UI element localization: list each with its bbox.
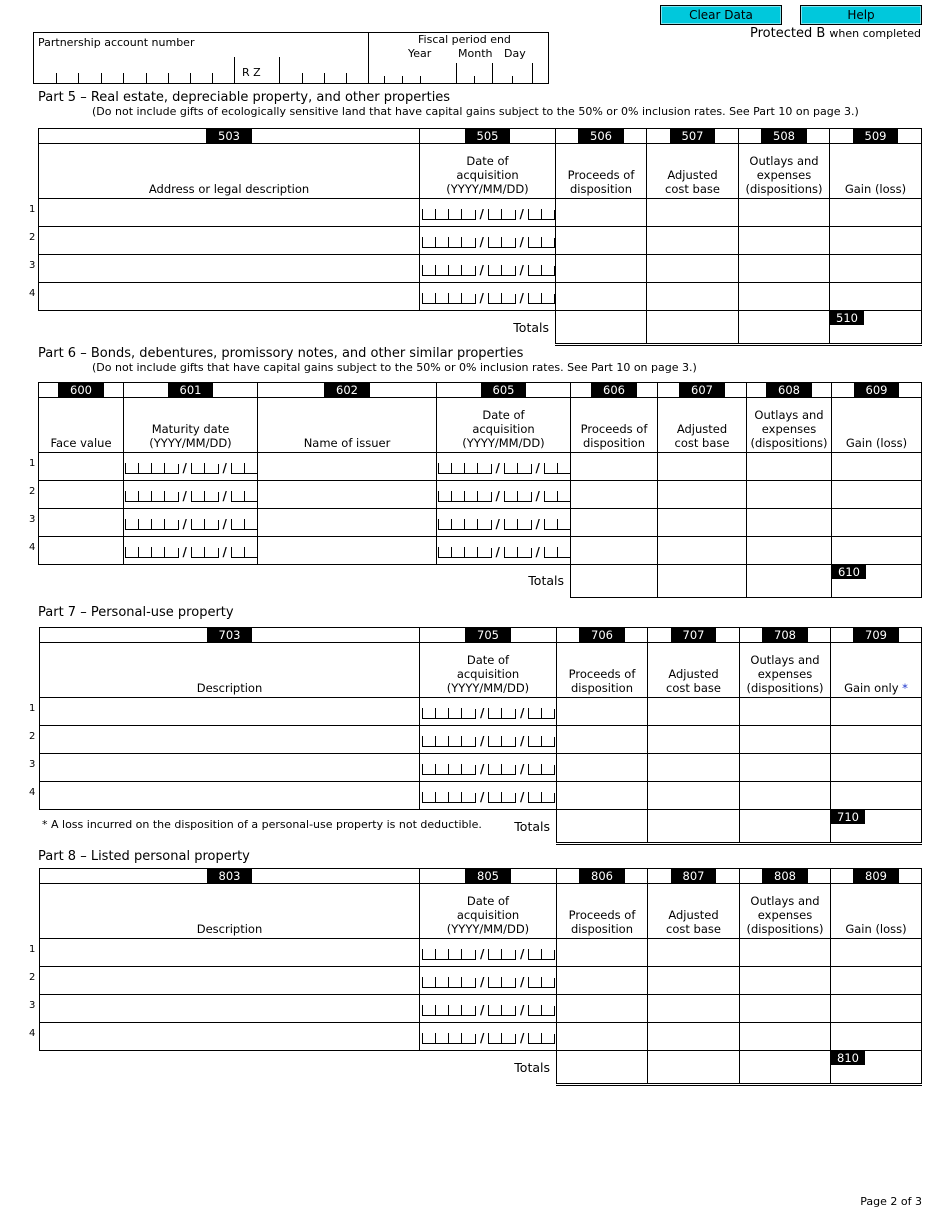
code-503: 503	[39, 129, 420, 144]
code-807: 807	[648, 869, 740, 884]
code-703: 703	[40, 628, 420, 643]
part8-table	[39, 868, 922, 1086]
col-description: Description	[40, 884, 420, 939]
col-date-acquisition: Date of acquisition (YYYY/MM/DD)	[437, 398, 571, 453]
col-date-acquisition: Date of acquisition (YYYY/MM/DD)	[420, 144, 556, 199]
total-proceeds[interactable]	[571, 565, 658, 598]
row-number: 3	[29, 260, 36, 271]
month-label: Month	[458, 47, 493, 60]
col-outlays: Outlays and expenses (dispositions)	[739, 144, 830, 199]
account-number-field[interactable]	[34, 53, 368, 83]
total-acb[interactable]	[648, 1051, 740, 1085]
part5-title: Part 5 – Real estate, depreciable property, and other properties	[38, 90, 451, 105]
row-number: 1	[29, 204, 36, 215]
table-row	[39, 453, 922, 481]
footnote-marker: *	[902, 681, 908, 695]
row-number: 3	[29, 514, 36, 525]
table-row	[39, 227, 922, 255]
table-row	[40, 754, 922, 782]
code-806: 806	[557, 869, 648, 884]
date-comb: / /	[422, 946, 554, 960]
fiscal-period-label: Fiscal period end	[418, 33, 511, 46]
date-comb: / /	[422, 974, 554, 988]
col-issuer: Name of issuer	[258, 398, 437, 453]
date-field[interactable]	[420, 255, 556, 283]
date-field[interactable]	[437, 453, 571, 481]
code-505: 505	[420, 129, 556, 144]
date-comb: / /	[125, 488, 257, 502]
part7-table	[39, 627, 922, 845]
code-600: 600	[39, 383, 124, 398]
date-field[interactable]	[437, 509, 571, 537]
date-field[interactable]	[437, 481, 571, 509]
totals-label: Totals	[513, 319, 549, 335]
date-comb: / /	[422, 761, 554, 775]
part7-title: Part 7 – Personal-use property	[38, 605, 234, 620]
row-number: 1	[29, 703, 36, 714]
clear-data-button[interactable]: Clear Data	[660, 5, 782, 25]
date-comb: / /	[438, 488, 570, 502]
date-field[interactable]	[420, 199, 556, 227]
protected-label: Protected B when completed	[750, 26, 921, 41]
total-proceeds[interactable]	[556, 311, 647, 345]
code-803: 803	[40, 869, 420, 884]
date-comb: / /	[422, 290, 554, 304]
table-row	[40, 1023, 922, 1051]
date-field[interactable]	[420, 967, 557, 995]
date-field[interactable]	[420, 283, 556, 311]
row-number: 4	[29, 787, 36, 798]
col-maturity: Maturity date (YYYY/MM/DD)	[124, 398, 258, 453]
date-field[interactable]	[420, 995, 557, 1023]
code-809: 809	[831, 869, 922, 884]
col-date-acquisition: Date of acquisition (YYYY/MM/DD)	[420, 884, 557, 939]
col-acb: Adjusted cost base	[648, 884, 740, 939]
code-609: 609	[832, 383, 922, 398]
table-row	[40, 939, 922, 967]
total-gain[interactable]: 610	[832, 565, 922, 598]
row-number: 3	[29, 1000, 36, 1011]
col-description: Description	[40, 643, 420, 698]
date-comb: / /	[422, 705, 554, 719]
part5-note: (Do not include gifts of ecologically sensitive land that have capital gains subject to the 50% or 0% inclusion rates. See Part 10 on page 3.)	[92, 105, 859, 118]
col-proceeds: Proceeds of disposition	[557, 884, 648, 939]
total-outlays[interactable]	[747, 565, 832, 598]
col-gain: Gain (loss)	[830, 144, 922, 199]
account-number-label: Partnership account number	[38, 36, 195, 49]
col-address: Address or legal description	[39, 144, 420, 199]
row-number: 4	[29, 1028, 36, 1039]
col-outlays: Outlays and expenses (dispositions)	[747, 398, 832, 453]
date-comb: / /	[422, 234, 554, 248]
col-proceeds: Proceeds of disposition	[571, 398, 658, 453]
total-gain[interactable]: 510	[830, 311, 922, 345]
col-face-value: Face value	[39, 398, 124, 453]
code-706: 706	[557, 628, 648, 643]
table-row	[40, 995, 922, 1023]
part8-title: Part 8 – Listed personal property	[38, 849, 250, 864]
total-proceeds[interactable]	[557, 1051, 648, 1085]
table-row	[40, 782, 922, 810]
table-row	[39, 199, 922, 227]
totals-label: Totals	[514, 818, 550, 834]
row-number: 2	[29, 972, 36, 983]
col-acb: Adjusted cost base	[648, 643, 740, 698]
col-date-acquisition: Date of acquisition (YYYY/MM/DD)	[420, 643, 557, 698]
part5-table	[38, 128, 922, 346]
date-field[interactable]	[420, 1023, 557, 1051]
date-comb: / /	[438, 544, 570, 558]
col-gain: Gain (loss)	[831, 884, 922, 939]
table-row	[40, 967, 922, 995]
code-805: 805	[420, 869, 557, 884]
total-proceeds[interactable]	[557, 810, 648, 844]
code-601: 601	[124, 383, 258, 398]
row-number: 2	[29, 486, 36, 497]
total-outlays[interactable]	[739, 311, 830, 345]
totals-label: Totals	[528, 573, 564, 589]
date-field[interactable]	[420, 698, 557, 726]
col-acb: Adjusted cost base	[647, 144, 739, 199]
row-number: 1	[29, 944, 36, 955]
date-comb: / /	[422, 1002, 554, 1016]
code-709: 709	[831, 628, 922, 643]
table-row	[39, 509, 922, 537]
day-label: Day	[504, 47, 526, 60]
page-number: Page 2 of 3	[860, 1195, 922, 1208]
table-row	[39, 481, 922, 509]
code-508: 508	[739, 129, 830, 144]
date-field[interactable]	[420, 227, 556, 255]
row-number: 2	[29, 731, 36, 742]
total-gain[interactable]: 710	[831, 810, 922, 844]
total-gain[interactable]: 810	[831, 1051, 922, 1085]
total-acb[interactable]	[648, 810, 740, 844]
date-comb: / /	[438, 516, 570, 530]
code-708: 708	[740, 628, 831, 643]
row-number: 3	[29, 759, 36, 770]
date-field[interactable]	[124, 537, 258, 565]
date-field[interactable]	[124, 509, 258, 537]
date-field[interactable]	[420, 782, 557, 810]
totals-label: Totals	[514, 1059, 550, 1075]
code-509: 509	[830, 129, 922, 144]
col-gain: Gain (loss)	[832, 398, 922, 453]
total-outlays[interactable]	[740, 1051, 831, 1085]
row-number: 1	[29, 458, 36, 469]
part6-title: Part 6 – Bonds, debentures, promissory notes, and other similar properties	[38, 346, 524, 361]
help-button[interactable]: Help	[800, 5, 922, 25]
row-number: 2	[29, 232, 36, 243]
code-608: 608	[747, 383, 832, 398]
code-705: 705	[420, 628, 557, 643]
code-506: 506	[556, 129, 647, 144]
col-outlays: Outlays and expenses (dispositions)	[740, 884, 831, 939]
code-607: 607	[658, 383, 747, 398]
date-comb: / /	[422, 1030, 554, 1044]
table-row	[39, 283, 922, 311]
date-field[interactable]	[124, 481, 258, 509]
table-row	[40, 698, 922, 726]
row-number: 4	[29, 288, 36, 299]
date-comb: / /	[125, 516, 257, 530]
part6-note: (Do not include gifts that have capital gains subject to the 50% or 0% inclusion rates. See Part 10 on page 3.)	[92, 361, 697, 374]
date-field[interactable]	[420, 754, 557, 782]
col-proceeds: Proceeds of disposition	[556, 144, 647, 199]
date-field[interactable]	[437, 537, 571, 565]
col-outlays: Outlays and expenses (dispositions)	[740, 643, 831, 698]
total-outlays[interactable]	[740, 810, 831, 844]
table-row	[40, 726, 922, 754]
date-comb: / /	[125, 460, 257, 474]
date-comb: / /	[422, 789, 554, 803]
total-acb[interactable]	[658, 565, 747, 598]
table-row	[39, 537, 922, 565]
date-comb: / /	[422, 262, 554, 276]
personal-use-footnote: * A loss incurred on the disposition of a personal-use property is not deductible.	[42, 818, 482, 831]
code-808: 808	[740, 869, 831, 884]
part6-table	[38, 382, 922, 598]
code-606: 606	[571, 383, 658, 398]
date-field[interactable]	[420, 726, 557, 754]
code-507: 507	[647, 129, 739, 144]
date-comb: / /	[422, 733, 554, 747]
year-label: Year	[408, 47, 432, 60]
code-605: 605	[437, 383, 571, 398]
fiscal-period-field[interactable]	[368, 63, 548, 83]
total-acb[interactable]	[647, 311, 739, 345]
code-707: 707	[648, 628, 740, 643]
row-number: 4	[29, 542, 36, 553]
col-proceeds: Proceeds of disposition	[557, 643, 648, 698]
col-gain-only: Gain only *	[831, 643, 922, 698]
date-comb: / /	[422, 206, 554, 220]
date-field[interactable]	[124, 453, 258, 481]
code-602: 602	[258, 383, 437, 398]
date-field[interactable]	[420, 939, 557, 967]
table-row	[39, 255, 922, 283]
account-fiscal-box	[33, 32, 549, 84]
date-comb: / /	[125, 544, 257, 558]
rz-program-id: R Z	[242, 66, 261, 79]
col-acb: Adjusted cost base	[658, 398, 747, 453]
date-comb: / /	[438, 460, 570, 474]
